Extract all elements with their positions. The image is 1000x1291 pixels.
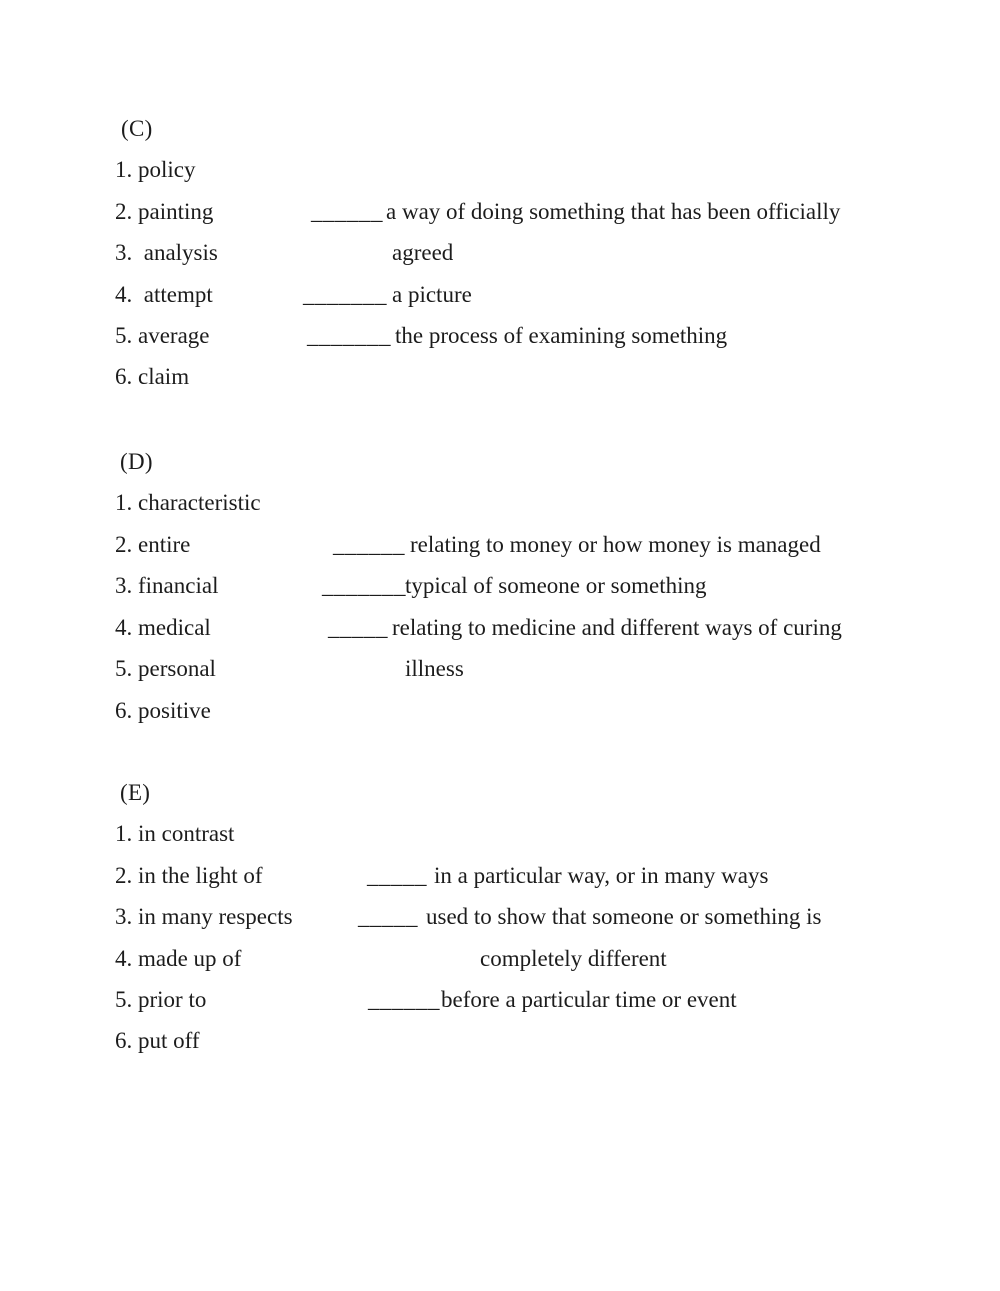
answer-blank-d-1[interactable]: ______ — [333, 532, 405, 557]
term-d-1: 1. characteristic — [115, 490, 261, 515]
term-e-1: 1. in contrast — [115, 821, 235, 846]
definition-d-2: typical of someone or something — [405, 573, 707, 598]
definition-d-1: relating to money or how money is managed — [410, 532, 821, 557]
term-c-3: 3. analysis — [115, 240, 218, 265]
term-e-2: 2. in the light of — [115, 863, 263, 888]
definition-e-2-cont: completely different — [480, 946, 667, 971]
term-c-5: 5. average — [115, 323, 210, 348]
section-c-header: (C) — [121, 116, 153, 141]
term-d-5: 5. personal — [115, 656, 216, 681]
term-d-4: 4. medical — [115, 615, 211, 640]
term-e-5: 5. prior to — [115, 987, 207, 1012]
answer-blank-d-3[interactable]: _____ — [328, 615, 388, 640]
answer-blank-c-3[interactable]: _______ — [307, 323, 391, 348]
term-c-6: 6. claim — [115, 364, 190, 389]
answer-blank-e-2[interactable]: _____ — [358, 904, 418, 929]
answer-blank-e-3[interactable]: ______ — [368, 987, 440, 1012]
section-d-header: (D) — [120, 449, 153, 474]
term-d-2: 2. entire — [115, 532, 191, 557]
term-e-4: 4. made up of — [115, 946, 242, 971]
definition-e-2: used to show that someone or something is — [426, 904, 822, 929]
answer-blank-c-2[interactable]: _______ — [303, 282, 387, 307]
term-d-3: 3. financial — [115, 573, 219, 598]
section-e-header: (E) — [120, 780, 151, 805]
definition-d-3-cont: illness — [405, 656, 464, 681]
definition-c-2: a picture — [392, 282, 472, 307]
definition-e-3: before a particular time or event — [441, 987, 737, 1012]
term-c-4: 4. attempt — [115, 282, 213, 307]
definition-c-3: the process of examining something — [395, 323, 728, 348]
definition-c-1: a way of doing something that has been officially — [386, 199, 841, 224]
definition-d-3: relating to medicine and different ways of curing — [392, 615, 842, 640]
answer-blank-d-2[interactable]: _______ — [322, 573, 406, 598]
definition-e-1: in a particular way, or in many ways — [434, 863, 769, 888]
answer-blank-c-1[interactable]: ______ — [311, 199, 383, 224]
term-c-1: 1. policy — [115, 157, 196, 182]
term-e-6: 6. put off — [115, 1028, 200, 1053]
term-d-6: 6. positive — [115, 698, 211, 723]
answer-blank-e-1[interactable]: _____ — [367, 863, 427, 888]
definition-c-1-cont: agreed — [392, 240, 454, 265]
term-e-3: 3. in many respects — [115, 904, 293, 929]
term-c-2: 2. painting — [115, 199, 214, 224]
